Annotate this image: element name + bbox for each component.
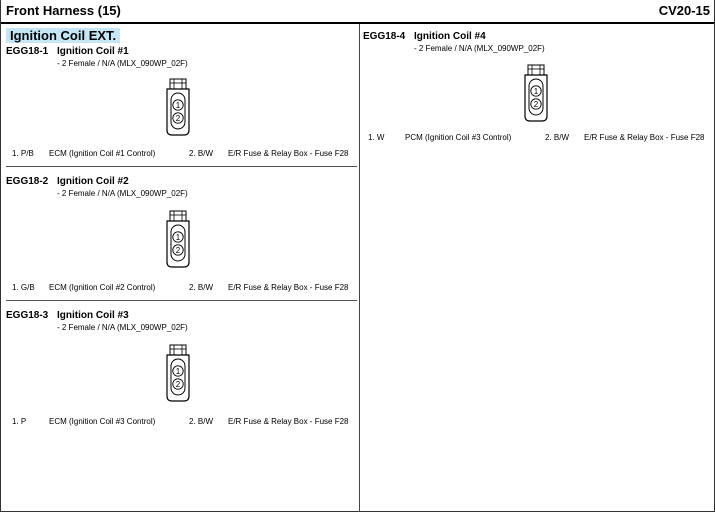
connector-name: Ignition Coil #3 bbox=[57, 310, 129, 321]
pin-label: 1 bbox=[175, 367, 181, 376]
pin-description: ECM (Ignition Coil #1 Control) bbox=[49, 149, 156, 158]
connector-code: EGG18-1 bbox=[6, 46, 49, 57]
pin-description: ECM (Ignition Coil #3 Control) bbox=[49, 417, 156, 426]
column-divider bbox=[359, 24, 360, 512]
page-header bbox=[1, 0, 714, 24]
pin-list bbox=[12, 149, 357, 159]
pin-list bbox=[12, 417, 357, 427]
connector-name: Ignition Coil #2 bbox=[57, 176, 129, 187]
pin-description: E/R Fuse & Relay Box - Fuse F28 bbox=[584, 133, 705, 142]
pin-description: E/R Fuse & Relay Box - Fuse F28 bbox=[228, 283, 349, 292]
connector-spec: - 2 Female / N/A (MLX_090WP_02F) bbox=[57, 59, 188, 68]
connector-code: EGG18-2 bbox=[6, 176, 49, 187]
connector-code: EGG18-4 bbox=[363, 31, 406, 42]
pin-label: 2 bbox=[175, 380, 181, 389]
pin-list bbox=[368, 133, 713, 143]
pin-description: PCM (Ignition Coil #3 Control) bbox=[405, 133, 512, 142]
pin-label: 1 bbox=[533, 87, 539, 96]
connector-plug-icon bbox=[163, 210, 193, 268]
pin-description: E/R Fuse & Relay Box - Fuse F28 bbox=[228, 417, 349, 426]
connector-name: Ignition Coil #4 bbox=[414, 31, 486, 42]
connector-name: Ignition Coil #1 bbox=[57, 46, 129, 57]
page-title: Front Harness (15) bbox=[6, 3, 121, 18]
pin-description: ECM (Ignition Coil #2 Control) bbox=[49, 283, 156, 292]
pin-label: 2 bbox=[175, 246, 181, 255]
pin-number: 1. P bbox=[12, 417, 27, 426]
pin-list bbox=[12, 283, 357, 293]
pin-number: 1. W bbox=[368, 133, 385, 142]
connector-plug-icon bbox=[163, 344, 193, 402]
pin-label: 2 bbox=[175, 114, 181, 123]
connector-code: EGG18-3 bbox=[6, 310, 49, 321]
page-code: CV20-15 bbox=[658, 3, 710, 18]
pin-number: 1. G/B bbox=[12, 283, 35, 292]
section-separator bbox=[6, 300, 357, 301]
connector-spec: - 2 Female / N/A (MLX_090WP_02F) bbox=[414, 44, 545, 53]
section-label: Ignition Coil EXT. bbox=[6, 28, 120, 43]
connector-plug-icon bbox=[163, 78, 193, 136]
connector-spec: - 2 Female / N/A (MLX_090WP_02F) bbox=[57, 189, 188, 198]
section-separator bbox=[6, 166, 357, 167]
pin-number: 1. P/B bbox=[12, 149, 34, 158]
pin-label: 2 bbox=[533, 100, 539, 109]
pin-label: 1 bbox=[175, 101, 181, 110]
pin-label: 1 bbox=[175, 233, 181, 242]
connector-spec: - 2 Female / N/A (MLX_090WP_02F) bbox=[57, 323, 188, 332]
pin-number: 2. B/W bbox=[189, 417, 214, 426]
pin-number: 2. B/W bbox=[545, 133, 570, 142]
connector-plug-icon bbox=[521, 64, 551, 122]
pin-number: 2. B/W bbox=[189, 149, 214, 158]
pin-description: E/R Fuse & Relay Box - Fuse F28 bbox=[228, 149, 349, 158]
pin-number: 2. B/W bbox=[189, 283, 214, 292]
